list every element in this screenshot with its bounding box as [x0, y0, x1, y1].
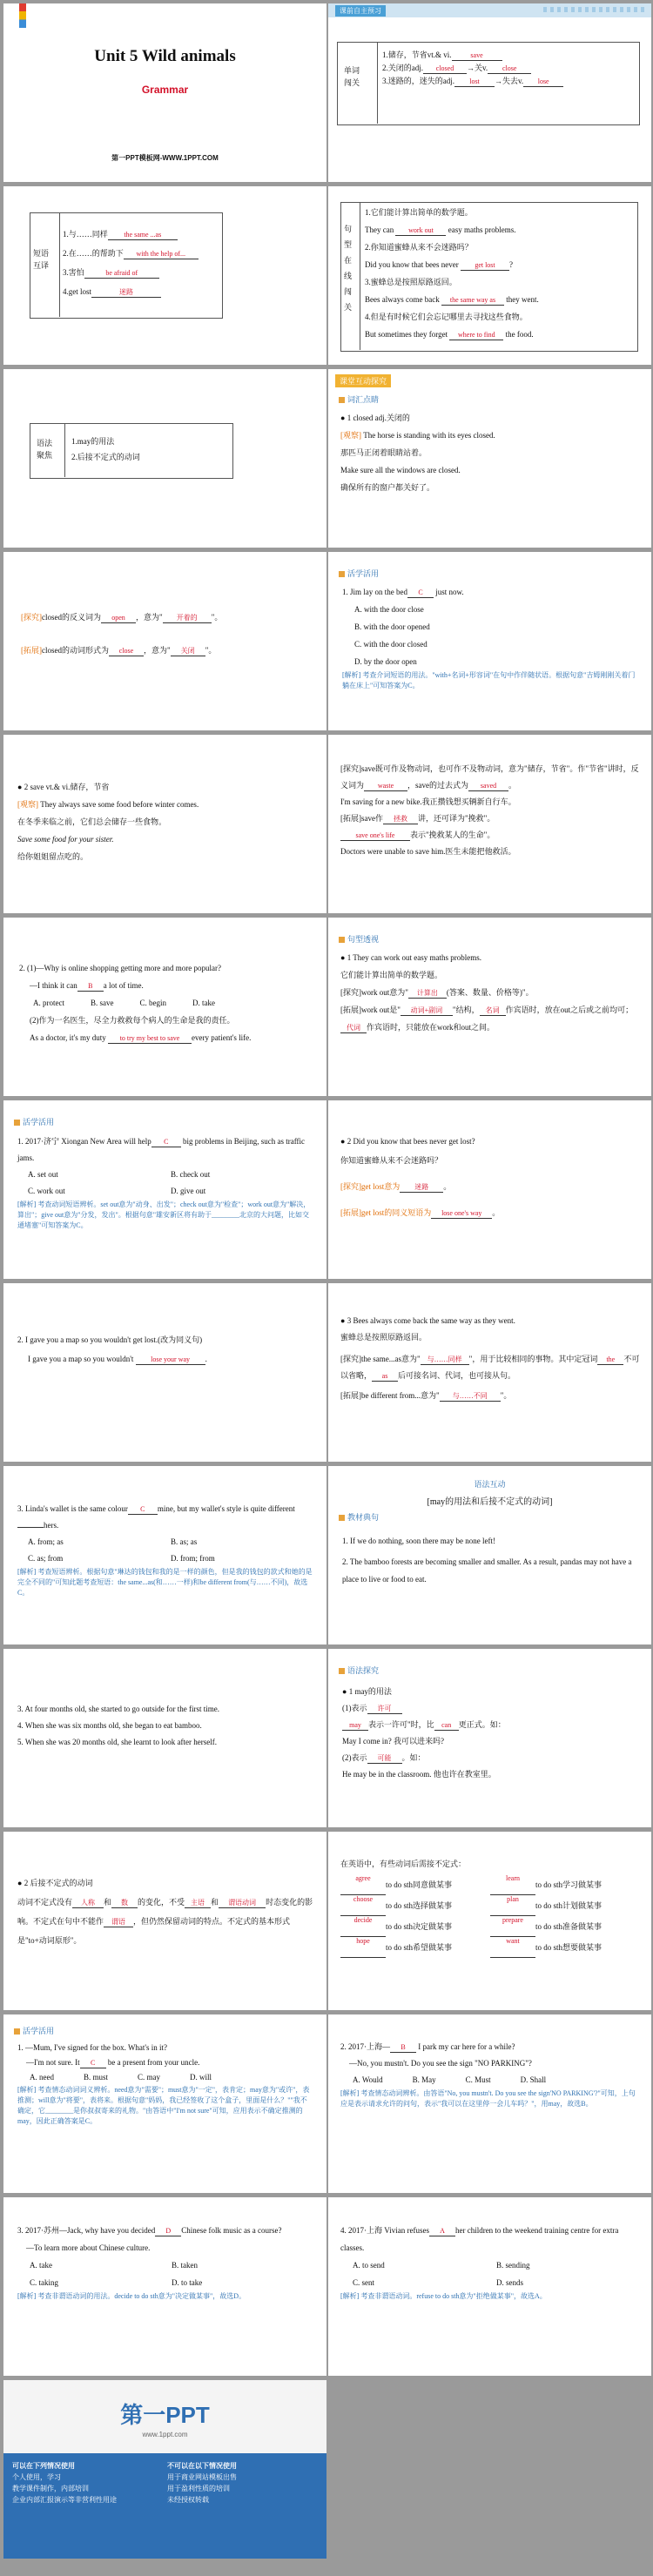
option-a[interactable]: A. Would — [353, 2075, 383, 2084]
question: 1. 2017·济宁 Xiongan New Area will help C big problems in Beijing, such as traffic jams. — [17, 1137, 306, 1162]
square-icon — [14, 1120, 20, 1126]
example-2: 2. The bamboo forests are becoming smaller and smaller. As a result, pandas may not have a place to live or food to eat. — [342, 1557, 632, 1584]
slide-license — [3, 2380, 326, 2559]
option-d[interactable]: D. sends — [496, 2278, 523, 2287]
square-icon — [339, 1668, 345, 1674]
sentence-2-cn: 2.你知道蜜蜂从来不会迷路吗？ — [365, 243, 473, 252]
quiz-line-1: 1.储存，节省vt.& vi. save — [382, 49, 563, 62]
forbidden-line-2: 用于盈利性质的培训 — [167, 2485, 230, 2492]
box-label: 句型 在线 闯关 — [344, 225, 353, 312]
slide-sameas-practice — [3, 1466, 326, 1644]
question: 1. —Mum, I've signed for the box. What's in it? — [17, 2043, 168, 2052]
example-2-cn: 给你姐姐留点吃的。 — [17, 852, 89, 861]
verbs-intro: 在英语中，有些动词后需接不定式： — [340, 1860, 467, 1868]
question: 4. 2017·上海 Vivian refuses A her children to the weekend training centre for extra classes. — [340, 2226, 619, 2252]
slide-infinitive-practice-2 — [328, 2197, 651, 2376]
sub-heading: 活学活用 — [14, 2025, 54, 2036]
slide-grammar-intro — [328, 1466, 651, 1644]
page-title: Unit 5 Wild animals — [94, 47, 236, 65]
box-label: 语法 聚焦 — [37, 439, 53, 460]
option-c[interactable]: C. may — [138, 2073, 161, 2082]
explanation: [解析] 考查动词短语辨析。set out意为"动身、出发"；check out意为"检查"；work out意为"解决，算出"；give out意为"分发，发出"。根据句意"雄安新区将有助于________北京的大问题，比如交通堵塞"可知答案为C。 — [17, 1201, 311, 1229]
option-c[interactable]: C. Must — [465, 2075, 491, 2084]
may-example-1: May I come in? 我可以进来吗? — [342, 1737, 444, 1745]
site-url: www.1ppt.com — [142, 2431, 188, 2438]
option-b[interactable]: B. May — [412, 2075, 436, 2084]
infinitive-text: 动词不定式没有 人称 和 数 的变化，不受 主语 和 谓语动词 时态变化的影响。不定式在句中不能作 谓语 ，但仍然保留动词的特点。不定式的基本形式是"to+动词原形"。 — [17, 1898, 313, 1945]
page-subtitle: Grammar — [141, 84, 189, 96]
option-c[interactable]: C. as; from — [28, 1554, 64, 1563]
slide-may-practice-2 — [328, 2014, 651, 2193]
option-a[interactable]: A. take — [30, 2261, 52, 2270]
may-usage-1: (1)表示 许可 — [342, 1700, 638, 1717]
verb-row-3: decide to do sth决定做某事 prepare to do sth准备做某事 — [340, 1916, 640, 1937]
slide-save-practice — [3, 918, 326, 1096]
sub-heading: 句型透视 — [339, 933, 379, 945]
option-d[interactable]: D. will — [190, 2073, 212, 2082]
example-2: Make sure all the windows are closed. — [340, 466, 461, 474]
question-line2: —I'm not sure. It C be a present from your uncle. — [26, 2058, 200, 2067]
example-1: 1. If we do nothing, soon there may be none left! — [342, 1537, 495, 1545]
box-label: 单词 闯关 — [344, 66, 360, 87]
slide-sentence-quiz — [328, 186, 651, 365]
question: 3. Linda's wallet is the same colour C mine, but my wallet's style is quite different hers. — [17, 1504, 295, 1530]
slide-infinitive-verbs — [328, 1832, 651, 2010]
option-a[interactable]: A. set out — [28, 1170, 58, 1179]
option-c[interactable]: C. work out — [28, 1187, 65, 1195]
square-icon — [339, 397, 345, 403]
extend-text: [拓展]be different from...意为" 与……不同 "。 — [340, 1391, 512, 1400]
option-d[interactable]: D. by the door open — [354, 657, 417, 666]
verb-row-2: choose to do sth选择做某事 plan to do sth计划做某事 — [340, 1895, 640, 1916]
example-1-cn: 在冬季来临之前，它们总会储存一些食物。 — [17, 817, 167, 826]
option-b[interactable]: B. with the door opened — [354, 622, 430, 631]
example: I'm saving for a new bike.我正攒钱想买辆新自行车。 — [340, 797, 516, 806]
option-b[interactable]: B. save — [91, 999, 114, 1007]
sentence-1-cn: 1.它们能计算出简单的数学题。 — [365, 208, 473, 217]
may-head: ● 1 may的用法 — [342, 1687, 392, 1696]
slide-vocab-closed — [328, 369, 651, 548]
example-1: [观察] The horse is standing with its eyes closed. — [340, 431, 495, 440]
grammar-subtitle: [may的用法和后接不定式的动词] — [427, 1497, 553, 1507]
option-c[interactable]: C. sent — [353, 2278, 375, 2287]
may-usage-2: (2)表示 可能 。如： — [342, 1753, 426, 1762]
example-5: 5. When she was 20 months old, she learnt to look after herself. — [17, 1738, 218, 1746]
may-usage-1b: may 表示一许可"时，比 can 更正式。如： — [342, 1717, 638, 1733]
option-d[interactable]: D. give out — [171, 1187, 206, 1195]
option-c[interactable]: C. with the door closed — [354, 640, 427, 649]
vocab-head: ● 2 save vt.& vi.储存，节省 — [17, 783, 110, 791]
phrase-line-3: 3.害怕 be afraid of — [63, 263, 199, 282]
question: 2. 2017·上海— B I park my car here for a while? — [340, 2042, 515, 2051]
phrase-line-1: 1.与……同样 the same ...as — [63, 225, 199, 244]
grammar-item-1: 1.may的用法 — [71, 437, 115, 446]
option-b[interactable]: B. check out — [171, 1170, 211, 1179]
options — [17, 1534, 313, 1567]
slide-getlost — [328, 1100, 651, 1279]
explanation: [解析] 考查情态动词词义辨析。need意为"需要"；must意为"一定"，表肯定；may意为"或许"，表推测；will意为"将要"，表将来。根据句意"妈妈，我已经签收了这个盒子，里面是什么？""我不确定，它________是你叔叔寄来的礼物。"由答语中"I'm not sure"可知，应用表示不确定推测的may，因此正确答案是C。 — [17, 2086, 310, 2125]
extend-text: [拓展]get lost的同义短语为 lose one's way 。 — [340, 1208, 501, 1217]
slide-grammar-examples — [3, 1649, 326, 1827]
option-a[interactable]: A. with the door close — [354, 605, 424, 614]
sub-heading: 教材典句 — [339, 1511, 379, 1523]
slide-sentence-workout — [328, 918, 651, 1096]
question: 2. I gave you a map so you wouldn't get lost.(改为同义句) — [17, 1335, 203, 1344]
option-c[interactable]: C. taking — [30, 2278, 58, 2287]
explore-line: [探究]closed的反义词为 open ，意为" 开着的 "。 — [21, 613, 223, 622]
explanation: [解析] 考查情态动词辨析。由答语"No, you mustn't. Do you see the sign'NO PARKING'?"可知，上句应是表示请求允许的问句，表示"我可以在这里停一会儿车吗？"，用may，故选B。 — [340, 2089, 636, 2108]
question: 3. 2017·苏州—Jack, why have you decided D Chinese folk music as a course? — [17, 2226, 282, 2235]
explore-text: [探究]work out意为" 计算出 (答案、数量、价格等)"。 — [340, 988, 534, 997]
sentence-head: ● 3 Bees always come back the same way as they went. — [340, 1316, 515, 1325]
slide-workout-practice — [3, 1100, 326, 1279]
option-a[interactable]: A. to send — [353, 2261, 385, 2270]
options — [17, 1167, 313, 1200]
footer-text: 第一PPT模板网-WWW.1PPT.COM — [111, 154, 219, 162]
sentence-4-en: But sometimes they forget where to find the food. — [365, 330, 534, 339]
sentence-head-cn: 你知道蜜蜂从来不会迷路吗？ — [340, 1156, 443, 1165]
option-d[interactable]: D. to take — [172, 2278, 203, 2287]
option-d[interactable]: D. take — [192, 999, 215, 1007]
example-2-cn: 确保所有的窗户都关好了。 — [340, 483, 435, 492]
sentence-1-en: They can work out easy maths problems. — [365, 225, 516, 234]
question: 1. Jim lay on the bed C just now. — [342, 588, 464, 596]
forbidden-line-1: 用于商业网站模板出售 — [167, 2473, 237, 2481]
square-icon — [339, 937, 345, 943]
sentence-head-cn: 蜜蜂总是按照原路返回。 — [340, 1333, 427, 1342]
option-b[interactable]: B. sending — [496, 2261, 530, 2270]
sub-heading: 活学活用 — [14, 1116, 54, 1127]
question-1: 2. (1)—Why is online shopping getting more and more popular? — [19, 964, 221, 972]
explanation: [解析] 考查短语辨析。根据句意"琳达的钱包和我的是一样的颜色，但是我的钱包的款式和她的是完全不同的"可知此题考查短语：the same...as(和……一样)和be different from(与……不同)，故选C。 — [17, 1568, 313, 1597]
slide-sameas — [328, 1283, 651, 1462]
color-bar-icon — [19, 3, 26, 28]
options — [340, 2257, 640, 2291]
extend-line: [拓展]closed的动词形式为 close ，意为" 关闭 "。 — [21, 646, 217, 655]
allowed-line-2: 教学课件制作，内部培训 — [12, 2485, 89, 2492]
explanation: [解析] 考查非谓语动词的用法。decide to do sth意为"决定做某事"，故选D。 — [17, 2292, 246, 2300]
quiz-line-2: 2.关闭的adj. closed →关v. close — [382, 62, 563, 75]
options — [340, 2072, 640, 2088]
slide-may-usage — [328, 1649, 651, 1827]
options — [17, 2257, 313, 2291]
question-line2: —To learn more about Chinese culture. — [26, 2243, 151, 2252]
option-a[interactable]: A. from; as — [28, 1537, 64, 1546]
example-4: 4. When she was six months old, she began to eat bamboo. — [17, 1721, 202, 1730]
sub-heading: 活学活用 — [339, 568, 379, 579]
slide-save-explore — [328, 735, 651, 913]
option-a[interactable]: A. protect — [33, 999, 64, 1007]
may-example-2: He may be in the classroom. 他也许在教室里。 — [342, 1770, 496, 1779]
option-b[interactable]: B. taken — [172, 2261, 198, 2270]
option-a[interactable]: A. need — [30, 2073, 54, 2082]
slide-infinitive — [3, 1832, 326, 2010]
explore-text: [探究]save既可作及物动词，也可作不及物动词，意为"储存，节省"。作"节省"讲时，反义词为 waste ，save的过去式为 saved 。 — [340, 764, 639, 790]
sentence-3-cn: 3.蜜蜂总是按照原路返回。 — [365, 278, 457, 286]
section-tag: 课堂互动探究 — [335, 374, 391, 387]
sentence-head-cn: 它们能计算出简单的数学题。 — [340, 971, 443, 979]
section-tag: 课前自主预习 — [335, 5, 386, 17]
options — [17, 2070, 313, 2085]
slide-vocab-save — [3, 735, 326, 913]
question-1-line2: —I think it can B a lot of time. — [30, 981, 144, 990]
square-icon — [339, 1515, 345, 1521]
phrase-line-2: 2.在……的帮助下 with the help of... — [63, 244, 199, 263]
verb-row-1: agree to do sth同意做某事 learn to do sth学习做某事 — [340, 1874, 640, 1895]
sentence-head: ● 1 They can work out easy maths problems. — [340, 953, 481, 962]
sentence-3-en: Bees always come back the same way as they went. — [365, 295, 539, 304]
question-2: (2)作为一名医生，尽全力救救每个病人的生命是我的责任。 — [30, 1016, 235, 1025]
question-line2: —No, you mustn't. Do you see the sign "NO PARKING"? — [349, 2059, 532, 2068]
question-2-line2: As a doctor, it's my duty to try my best to save every patient's life. — [30, 1033, 252, 1042]
square-icon — [14, 2028, 20, 2035]
grammar-title: 语法互动 — [474, 1480, 506, 1489]
options — [19, 994, 315, 1012]
explore-text: [探究]get lost意为 迷路 。 — [340, 1182, 452, 1191]
extend-text: [拓展]save作 拯救 讲，还可译为"挽救"。 — [340, 814, 495, 823]
phrase-line-4: 4.get lost 迷路 — [63, 282, 199, 301]
slide-infinitive-practice-1 — [3, 2197, 326, 2376]
slide-word-quiz — [328, 3, 651, 182]
allowed-line-3: 企业内部汇报演示等非营利性用途 — [12, 2496, 117, 2504]
slide-grammar-focus — [3, 369, 326, 548]
allowed-line-1: 个人使用，学习 — [12, 2473, 61, 2481]
extend-example: Doctors were unable to save him.医生未能把他救活。 — [340, 847, 516, 856]
allowed-head: 可以在下列情况使用 — [12, 2462, 75, 2470]
vocab-head: ● 1 closed adj.关闭的 — [340, 414, 410, 422]
sentence-2-en: Did you know that bees never get lost ? — [365, 260, 513, 269]
slide-closed-explore — [3, 552, 326, 730]
sub-heading: 词汇点睛 — [339, 393, 379, 405]
quiz-line-3: 3.迷路的，迷失的adj. lost →失去v. lose — [382, 75, 563, 88]
header-bar — [328, 3, 651, 17]
grammar-item-2: 2.后接不定式的动词 — [71, 453, 140, 461]
extend-phrase: save one's life 表示"挽救某人的生命"。 — [340, 827, 640, 844]
site-logo: 第一PPT — [120, 2402, 210, 2428]
infinitive-head: ● 2 后接不定式的动词 — [17, 1879, 93, 1887]
explore-text: [探究]the same...as意为" 与……同样 "，用于比较相同的事物。其中定冠词 the 不可以省略， as 后可接名词、代词，也可接从句。 — [340, 1355, 640, 1380]
sentence-4-cn: 4.但是有时候它们会忘记哪里去寻找这些食物。 — [365, 313, 528, 321]
explanation: [解析] 考查介词短语的用法。"with+名词+形容词"在句中作伴随状语。根据句意"吉姆刚刚关着门躺在床上"可知答案为C。 — [342, 671, 636, 689]
example-1-cn: 那匹马正闭着眼睛站着。 — [340, 448, 427, 457]
option-b[interactable]: B. must — [84, 2073, 109, 2082]
question-line2: I gave you a map so you wouldn't lose your way . — [28, 1355, 207, 1363]
slide-getlost-practice — [3, 1283, 326, 1462]
option-d[interactable]: D. from; from — [171, 1554, 215, 1563]
forbidden-line-3: 未经授权转载 — [167, 2496, 209, 2504]
sub-heading: 语法探究 — [339, 1665, 379, 1676]
box-label: 短语 互译 — [33, 249, 50, 270]
extend-text: [拓展]work out是" 动词+副词 "结构， 名词 作宾语时，放在out之后或之前均可；代词 作宾语时，只能放在work和out之间。 — [340, 1006, 634, 1032]
slide-phrase-quiz — [3, 186, 326, 365]
slide-closed-practice — [328, 552, 651, 730]
option-d[interactable]: D. Shall — [520, 2075, 547, 2084]
verb-row-4: hope to do sth希望做某事 want to do sth想要做某事 — [340, 1937, 640, 1958]
sentence-head: ● 2 Did you know that bees never get lost? — [340, 1137, 475, 1146]
slide-title — [3, 3, 326, 182]
option-c[interactable]: C. begin — [139, 999, 166, 1007]
slide-may-practice — [3, 2014, 326, 2193]
explanation: [解析] 考查非谓语动词。refuse to do sth意为"拒绝做某事"，故选A。 — [340, 2292, 547, 2300]
square-icon — [339, 571, 345, 577]
option-b[interactable]: B. as; as — [171, 1537, 198, 1546]
example-3: 3. At four months old, she started to go outside for the first time. — [17, 1705, 219, 1713]
example-2: Save some food for your sister. — [17, 835, 114, 844]
example-1: [观察] They always save some food before winter comes. — [17, 800, 199, 809]
forbidden-head: 不可以在以下情况使用 — [167, 2462, 237, 2470]
